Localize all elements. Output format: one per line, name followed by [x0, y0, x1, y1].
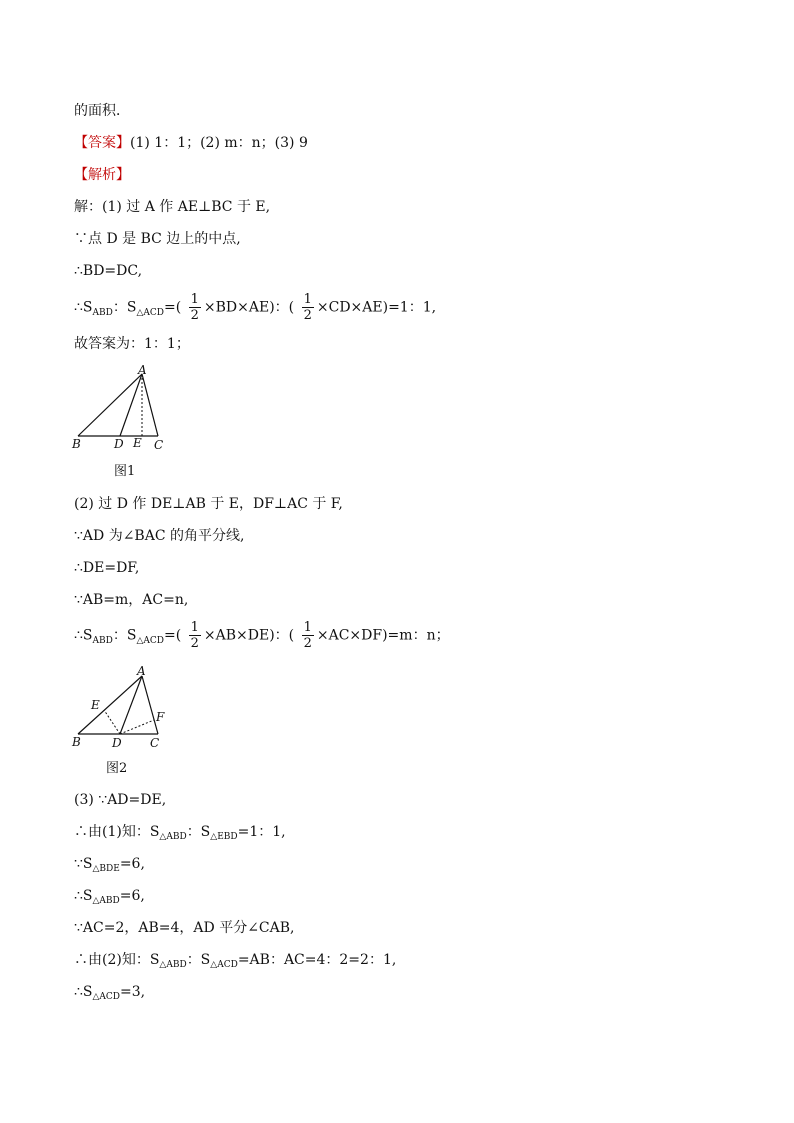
segment-ad — [120, 676, 142, 734]
formula-line-6: ∴由(2)知：$S_{\triangle ABD}$：$S_{\triangle ACD}=AB$：AC=4：2=2：1, — [74, 952, 397, 970]
solution-step-9: ∵AC=2，AB=4，AD 平分∠CAB, — [74, 920, 295, 936]
fraction-half: $\frac{1}{2}$ — [190, 620, 199, 651]
label-a: A — [138, 364, 147, 377]
fraction-half: $\frac{1}{2}$ — [303, 292, 312, 323]
solution-step-5: ∵AD 为∠BAC 的角平分线, — [74, 528, 245, 544]
intro-line: 的面积． — [74, 103, 130, 119]
formula-line-2: $\therefore S_{ABD}$：$S_{\triangle ACD}=$( $\frac{1}{2}$ ×AB×DE)：( $\frac{1}{2}$ ×AC×DF)=m：n； — [74, 620, 450, 651]
segment-ac — [142, 676, 158, 734]
solution-step-1: 解：(1) 过 A 作 AE⊥BC 于 E, — [74, 199, 271, 215]
label-c: C — [154, 438, 164, 452]
solution-step-4: (2) 过 D 作 DE⊥AB 于 E，DF⊥AC 于 F, — [74, 496, 343, 512]
formula-line-4: $\because S_{\triangle BDE}=6$, — [74, 856, 145, 874]
segment-de-dashed — [104, 710, 120, 734]
segment-ab — [78, 374, 142, 436]
solution-step-2: ∵点 D 是 BC 边上的中点, — [74, 231, 241, 247]
label-f: F — [156, 710, 165, 724]
formula-line-3: ∴由(1)知：$S_{\triangle ABD}$：$S_{\triangle EBD}=1$：1, — [74, 824, 286, 842]
answer-text: (1) 1：1；(2) m：n；(3) 9 — [130, 135, 308, 151]
label-d: D — [112, 736, 122, 750]
answer-tag: 【答案】 — [74, 135, 130, 151]
label-e: E — [133, 436, 142, 450]
figure-2-triangle — [66, 662, 176, 754]
solution-step-3: ∴BD=DC, — [74, 263, 143, 279]
answer-summary: 故答案为：1：1； — [74, 336, 190, 352]
formula-line-1: $\therefore S_{ABD}$：$S_{\triangle ACD}=$( $\frac{1}{2}$ ×BD×AE)：( $\frac{1}{2}$ ×CD×AE)=1：1, — [74, 292, 437, 323]
label-c: C — [150, 736, 160, 750]
solution-step-6: ∴DE=DF, — [74, 560, 140, 576]
solution-step-7: ∵AB=m，AC=n, — [74, 592, 189, 608]
solution-step-8: (3) ∵AD=DE, — [74, 792, 167, 808]
label-b: B — [72, 437, 81, 451]
segment-ad — [120, 374, 142, 436]
figure-1-triangle — [66, 364, 176, 454]
label-e: E — [91, 698, 100, 712]
segment-ab — [78, 676, 142, 734]
figure-1-caption: 图1 — [114, 464, 136, 479]
fraction-half: $\frac{1}{2}$ — [190, 292, 199, 323]
label-d: D — [114, 437, 124, 451]
formula-line-7: $\therefore S_{\triangle ACD}=3$, — [74, 984, 146, 1002]
answer-line — [74, 133, 308, 153]
label-a: A — [137, 664, 146, 678]
fraction-half: $\frac{1}{2}$ — [303, 620, 312, 651]
figure-2-caption: 图2 — [106, 761, 128, 776]
label-b: B — [72, 735, 81, 749]
segment-ac — [142, 374, 158, 436]
formula-line-5: $\therefore S_{\triangle ABD}=6$, — [74, 888, 145, 906]
analysis-tag: 【解析】 — [74, 167, 130, 183]
